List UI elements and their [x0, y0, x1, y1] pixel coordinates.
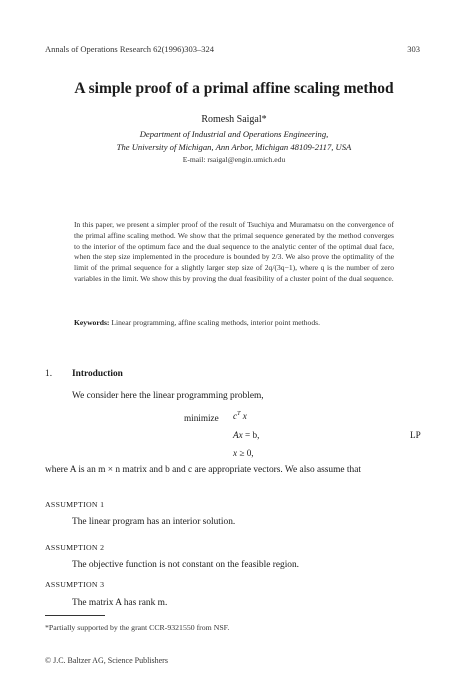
abstract: In this paper, we present a simpler proof of the result of Tsuchiya and Muramatsu on the convergence of the primal affine scaling method. We show that the primal sequence generated by the method converges to the interior of the optimum face and the dual sequence to the analytic center of the optimal dual face, when the step size implemented in the procedure is bounded by 2/3. We also prove the optimality of the limit of the primal sequence for a slightly larger step size of 2q/(3q−1), where q is the number of zero variables in the limit. We show this by proving the dual feasibility of a cluster point of the dual sequence. — [74, 220, 394, 283]
assumption-3-label: ASSUMPTION 3 — [45, 580, 105, 589]
footnote-rule — [45, 615, 105, 616]
lp-constraint-equality-rhs: = b, — [245, 430, 260, 440]
author-name: Romesh Saigal* — [201, 114, 267, 125]
keywords-text: Linear programming, affine scaling methods, interior point methods. — [111, 318, 320, 327]
assumption-1-text: The linear program has an interior solution. — [72, 517, 236, 527]
copyright: © J.C. Baltzer AG, Science Publishers — [45, 656, 168, 665]
lp-objective-x: x — [242, 411, 247, 422]
section-number: 1. — [45, 369, 53, 379]
lp-constraint-nonneg-rhs: ≥ 0, — [239, 448, 254, 458]
section-title: Introduction — [72, 369, 123, 379]
lp-objective-transpose: T — [237, 411, 241, 417]
intro-sentence: We consider here the linear programming problem, — [72, 391, 264, 401]
assumption-1-label: ASSUMPTION 1 — [45, 500, 105, 509]
keywords — [74, 318, 394, 327]
affiliation-university: The University of Michigan, Ann Arbor, Michigan 48109-2117, USA — [116, 142, 352, 152]
footnote: *Partially supported by the grant CCR-9321550 from NSF. — [45, 623, 230, 632]
journal-citation: Annals of Operations Research 62(1996)303–324 — [45, 44, 215, 54]
lp-equation-tag: LP — [410, 430, 421, 440]
keywords-label: Keywords: — [74, 318, 110, 327]
lp-objective — [233, 411, 247, 421]
lp-objective-var: c — [233, 411, 238, 422]
after-lp-paragraph: where A is an m × n matrix and b and c are appropriate vectors. We also assume that — [45, 465, 361, 475]
page-number: 303 — [407, 44, 420, 54]
author-email: E-mail: rsaigal@engin.umich.edu — [182, 155, 286, 164]
lp-constraint-equality — [233, 430, 259, 440]
lp-constraint-nonneg-lhs: x — [233, 448, 238, 458]
lp-constraint-equality-lhs: Ax — [233, 430, 243, 440]
affiliation-department: Department of Industrial and Operations Engineering, — [139, 129, 329, 139]
lp-minimize-label: minimize — [184, 413, 219, 423]
assumption-3-text: The matrix A has rank m. — [72, 598, 168, 608]
paper-title: A simple proof of a primal affine scaling method — [74, 80, 394, 97]
lp-constraint-nonneg — [233, 448, 254, 458]
assumption-2-label: ASSUMPTION 2 — [45, 543, 105, 552]
assumption-2-text: The objective function is not constant on the feasible region. — [72, 560, 300, 570]
